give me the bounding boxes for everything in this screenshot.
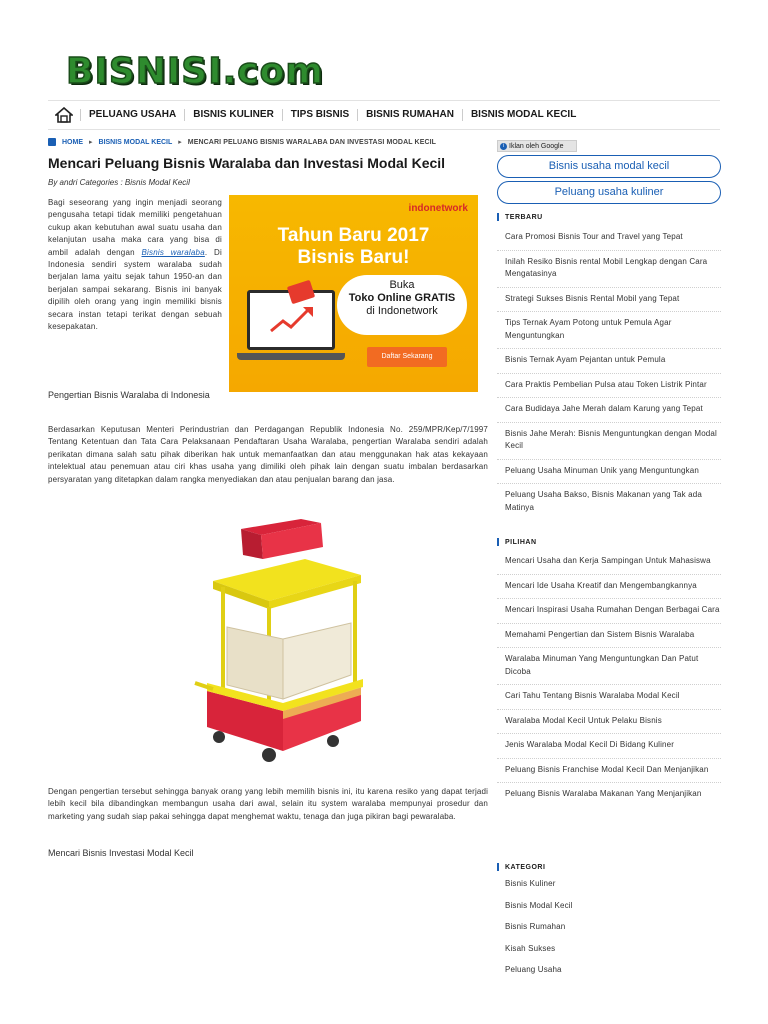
pilihan-list bbox=[497, 550, 721, 807]
article-paragraph-3: Dengan pengertian tersebut sehingga banyak orang yang lebih memilih bisnis ini, itu karena resiko yang dapat terjadi lebih kecil bila dibandingkan membangun usaha dari awal, selain itu system waralaba mempunyai prosedur dan marketing yang sudah siap pakai sehingga dapat menghemat waktu, tenaga dan juga pikiran bagi pewaralaba. bbox=[48, 787, 488, 821]
list-item[interactable]: Peluang Bisnis Franchise Modal Kecil Dan Menjanjikan bbox=[497, 759, 721, 784]
section-heading-pilihan bbox=[497, 538, 537, 546]
ad-cta-button[interactable]: Daftar Sekarang bbox=[367, 347, 447, 367]
list-item[interactable]: Cara Praktis Pembelian Pulsa atau Token Listrik Pintar bbox=[497, 374, 721, 399]
list-item[interactable]: Memahami Pengertian dan Sistem Bisnis Waralaba bbox=[497, 624, 721, 649]
section-heading-text: PILIHAN bbox=[505, 538, 537, 546]
ad-link-bisnis-usaha-modal-kecil[interactable]: Bisnis usaha modal kecil bbox=[497, 155, 721, 178]
breadcrumb-home-icon[interactable] bbox=[48, 138, 56, 146]
subheading-investasi: Mencari Bisnis Investasi Modal Kecil bbox=[48, 848, 194, 858]
breadcrumb-category[interactable]: BISNIS MODAL KECIL bbox=[98, 138, 173, 146]
category-item[interactable]: Bisnis Kuliner bbox=[505, 879, 556, 888]
breadcrumb-current: MENCARI PELUANG BISNIS WARALABA DAN INVESTASI MODAL KECIL bbox=[187, 138, 437, 146]
category-item[interactable]: Peluang Usaha bbox=[505, 965, 562, 974]
category-item[interactable]: Bisnis Modal Kecil bbox=[505, 900, 573, 910]
list-item[interactable]: Cara Budidaya Jahe Merah dalam Karung yang Tepat bbox=[497, 398, 721, 423]
nav-item-bisnis-modal-kecil[interactable]: BISNIS MODAL KECIL bbox=[462, 109, 584, 121]
article-meta: By andri Categories : Bisnis Modal Kecil bbox=[48, 178, 190, 187]
section-heading-kategori bbox=[497, 863, 545, 871]
google-ads-text: Iklan oleh Google bbox=[509, 142, 564, 150]
ad-bubble-line-1: Buka bbox=[389, 279, 415, 291]
breadcrumb-home[interactable]: HOME bbox=[62, 138, 83, 146]
logo-text: BISNISI.com bbox=[66, 51, 324, 92]
section-heading-text: KATEGORI bbox=[505, 863, 546, 871]
ad-brand bbox=[409, 203, 468, 214]
laptop-base-illustration bbox=[237, 353, 345, 360]
list-item[interactable]: Mencari Inspirasi Usaha Rumahan Dengan Berbagai Cara bbox=[497, 599, 721, 624]
breadcrumb-separator-icon: ▸ bbox=[89, 139, 93, 146]
nav-item-peluang-usaha[interactable]: PELUANG USAHA bbox=[80, 109, 184, 121]
list-item[interactable]: Peluang Usaha Minuman Unik yang Menguntungkan bbox=[497, 460, 721, 485]
list-item[interactable]: Waralaba Minuman Yang Menguntungkan Dan Patut Dicoba bbox=[497, 648, 721, 685]
food-cart-image bbox=[183, 515, 455, 775]
list-item[interactable]: Strategi Sukses Bisnis Rental Mobil yang Tepat bbox=[497, 288, 721, 313]
list-item[interactable]: Tips Ternak Ayam Potong untuk Pemula Agar Menguntungkan bbox=[497, 312, 721, 349]
article-paragraph-1 bbox=[48, 197, 222, 333]
growth-arrow-icon bbox=[269, 305, 315, 335]
heading-accent-bar bbox=[497, 863, 499, 871]
section-heading-terbaru bbox=[497, 213, 543, 221]
info-icon: i bbox=[500, 143, 507, 150]
ad-bubble-line-2: Toko Online GRATIS bbox=[348, 292, 456, 304]
category-item[interactable]: Kisah Sukses bbox=[505, 943, 556, 953]
nav-item-tips-bisnis[interactable]: TIPS BISNIS bbox=[282, 109, 357, 121]
paragraph-text: Bagi seseorang yang ingin menjadi seorang pengusaha tetapi tidak memiliki pengetahuan cukup akan kebutuhan awal suatu usaha dan kelanjutan usaha maka cara yang bisa di ambil adalah dengan bbox=[48, 198, 222, 257]
list-item[interactable]: Bisnis Jahe Merah: Bisnis Menguntungkan dengan Modal Kecil bbox=[497, 423, 721, 460]
heading-accent-bar bbox=[497, 213, 499, 221]
ad-bubble-line-3: di Indonetwork bbox=[366, 305, 438, 317]
list-item[interactable]: Waralaba Modal Kecil Untuk Pelaku Bisnis bbox=[497, 710, 721, 735]
ad-headline bbox=[229, 225, 478, 269]
bisnis-waralaba-link[interactable]: Bisnis waralaba bbox=[141, 247, 205, 257]
list-item[interactable]: Cari Tahu Tentang Bisnis Waralaba Modal Kecil bbox=[497, 685, 721, 710]
nav-item-bisnis-kuliner[interactable]: BISNIS KULINER bbox=[184, 109, 282, 121]
terbaru-list bbox=[497, 226, 721, 520]
article-title: Mencari Peluang Bisnis Waralaba dan Investasi Modal Kecil bbox=[48, 155, 446, 171]
home-icon[interactable] bbox=[48, 100, 80, 130]
category-item[interactable]: Bisnis Rumahan bbox=[505, 922, 566, 931]
heading-accent-bar bbox=[497, 538, 499, 546]
ad-link-peluang-usaha-kuliner[interactable]: Peluang usaha kuliner bbox=[497, 181, 721, 204]
indonetwork-ad-banner[interactable] bbox=[229, 195, 478, 392]
breadcrumb-separator-icon: ▸ bbox=[178, 139, 182, 146]
ad-headline-2: Bisnis Baru! bbox=[297, 247, 410, 268]
section-heading-text: TERBARU bbox=[505, 213, 543, 221]
breadcrumb bbox=[48, 138, 488, 146]
ad-bubble-text bbox=[337, 279, 467, 318]
article-paragraph-2: Berdasarkan Keputusan Menteri Perindustrian dan Perdagangan Republik Indonesia No. 259/MPR/Kep/7/1997 Tentang Ketentuan dan Tata Cara Pelaksanaan Pendaftaran Usaha Waralaba, pengertian Waralaba sendiri adalah perikatan dimana salah satu pihak diberikan hak untuk memanfaatkan dan atau menggunakan hak atas kekayaan intelektual atau penemuan atau ciri khas usaha yang dimiliki oleh pihak lain dengan suatu imbalan berdasarkan persyaratan yang ditetapkan dalam rangka menyediakan dan atau penjualan barang dan jasa. bbox=[48, 425, 488, 484]
list-item[interactable]: Mencari Ide Usaha Kreatif dan Mengembangkannya bbox=[497, 575, 721, 600]
google-ads-label[interactable] bbox=[497, 140, 577, 152]
list-item[interactable]: Peluang Usaha Bakso, Bisnis Makanan yang Tak ada Matinya bbox=[505, 490, 702, 512]
list-item[interactable]: Cara Promosi Bisnis Tour and Travel yang Tepat bbox=[497, 226, 721, 251]
ad-headline-1: Tahun Baru 2017 bbox=[277, 225, 430, 246]
list-item[interactable]: Peluang Bisnis Waralaba Makanan Yang Menjanjikan bbox=[505, 789, 702, 798]
list-item[interactable]: Mencari Usaha dan Kerja Sampingan Untuk Mahasiswa bbox=[497, 550, 721, 575]
nav-item-bisnis-rumahan[interactable]: BISNIS RUMAHAN bbox=[357, 109, 462, 121]
list-item[interactable]: Jenis Waralaba Modal Kecil Di Bidang Kuliner bbox=[497, 734, 721, 759]
ad-brand-b: work bbox=[444, 203, 468, 214]
list-item[interactable]: Bisnis Ternak Ayam Pejantan untuk Pemula bbox=[497, 349, 721, 374]
ad-brand-a: indonet bbox=[408, 203, 445, 214]
subheading-pengertian: Pengertian Bisnis Waralaba di Indonesia bbox=[48, 390, 210, 400]
main-nav bbox=[48, 100, 720, 130]
site-logo[interactable] bbox=[66, 51, 328, 92]
paragraph-text: . Di Indonesia sendiri system waralaba sudah berjalan lama yaitu sejak tahun 1950-an dan berjalan sampai sekarang. Bisnis ini banyak dipilih oleh orang yang ingin memiliki bisnis secara instan tetapi terikat dengan sebuah kesepakatan. bbox=[48, 247, 222, 332]
kategori-list bbox=[497, 874, 721, 982]
list-item[interactable]: Inilah Resiko Bisnis rental Mobil Lengkap dengan Cara Mengatasinya bbox=[497, 251, 721, 288]
